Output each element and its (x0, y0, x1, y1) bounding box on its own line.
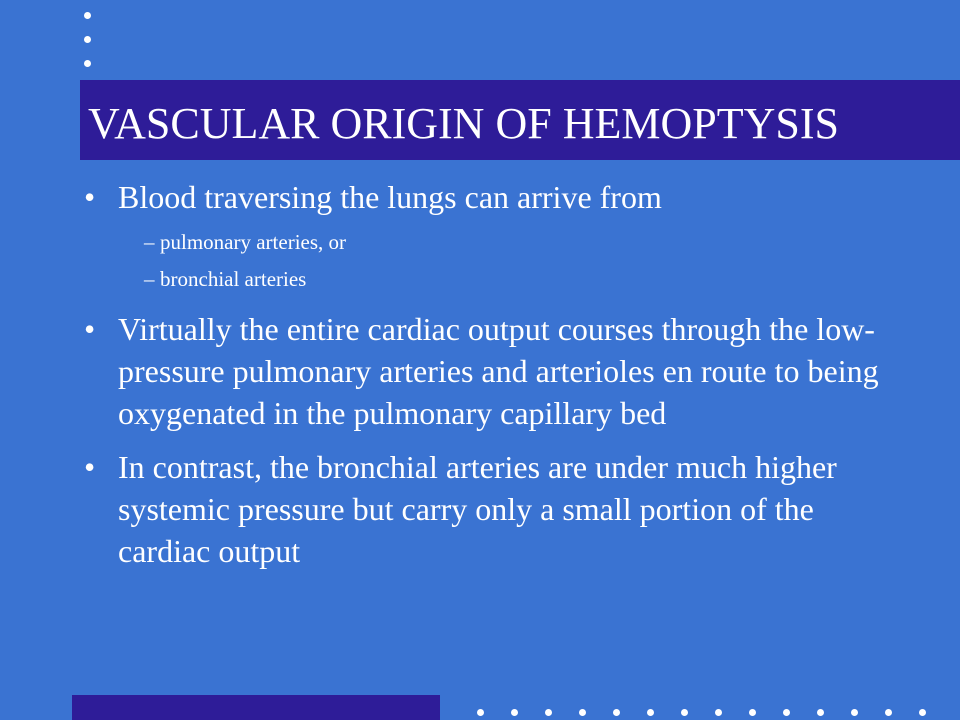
sub-bullet-item (84, 267, 884, 292)
decor-dot (783, 709, 790, 716)
decor-dot (579, 709, 586, 716)
bullet-item (84, 446, 884, 572)
bullet-text: Blood traversing the lungs can arrive from (118, 179, 662, 215)
bullet-text: In contrast, the bronchial arteries are under much higher systemic pressure but carry only a small portion of the cardiac output (118, 449, 837, 569)
bottom-bar (72, 695, 440, 720)
slide-content (84, 176, 884, 572)
decor-dot (84, 12, 91, 19)
sub-bullet-text: bronchial arteries (160, 267, 307, 291)
sub-bullet-text: pulmonary arteries, or (160, 230, 347, 254)
slide-title: VASCULAR ORIGIN OF HEMOPTYSIS (88, 99, 839, 148)
sub-bullet-marker: – (144, 267, 155, 291)
bullet-text: Virtually the entire cardiac output courses through the low-pressure pulmonary arteries and arterioles en route to being oxygenated in the pulmonary capillary bed (118, 311, 879, 431)
sub-bullet-item (84, 230, 884, 255)
decor-dot (919, 709, 926, 716)
decor-dot (715, 709, 722, 716)
decor-dot (817, 709, 824, 716)
decor-dot (851, 709, 858, 716)
decor-dot (885, 709, 892, 716)
bullet-marker: • (84, 449, 96, 485)
bullet-item (84, 176, 884, 218)
decor-dot (613, 709, 620, 716)
decor-dot (84, 60, 91, 67)
bullet-item (84, 308, 884, 434)
decor-dot (545, 709, 552, 716)
decor-dot (647, 709, 654, 716)
sub-bullet-marker: – (144, 230, 155, 254)
decor-dot (749, 709, 756, 716)
bullet-marker: • (84, 179, 96, 215)
decor-dot (477, 709, 484, 716)
decor-dot (84, 36, 91, 43)
decor-dot (511, 709, 518, 716)
bullet-marker: • (84, 311, 96, 347)
decor-dot (681, 709, 688, 716)
